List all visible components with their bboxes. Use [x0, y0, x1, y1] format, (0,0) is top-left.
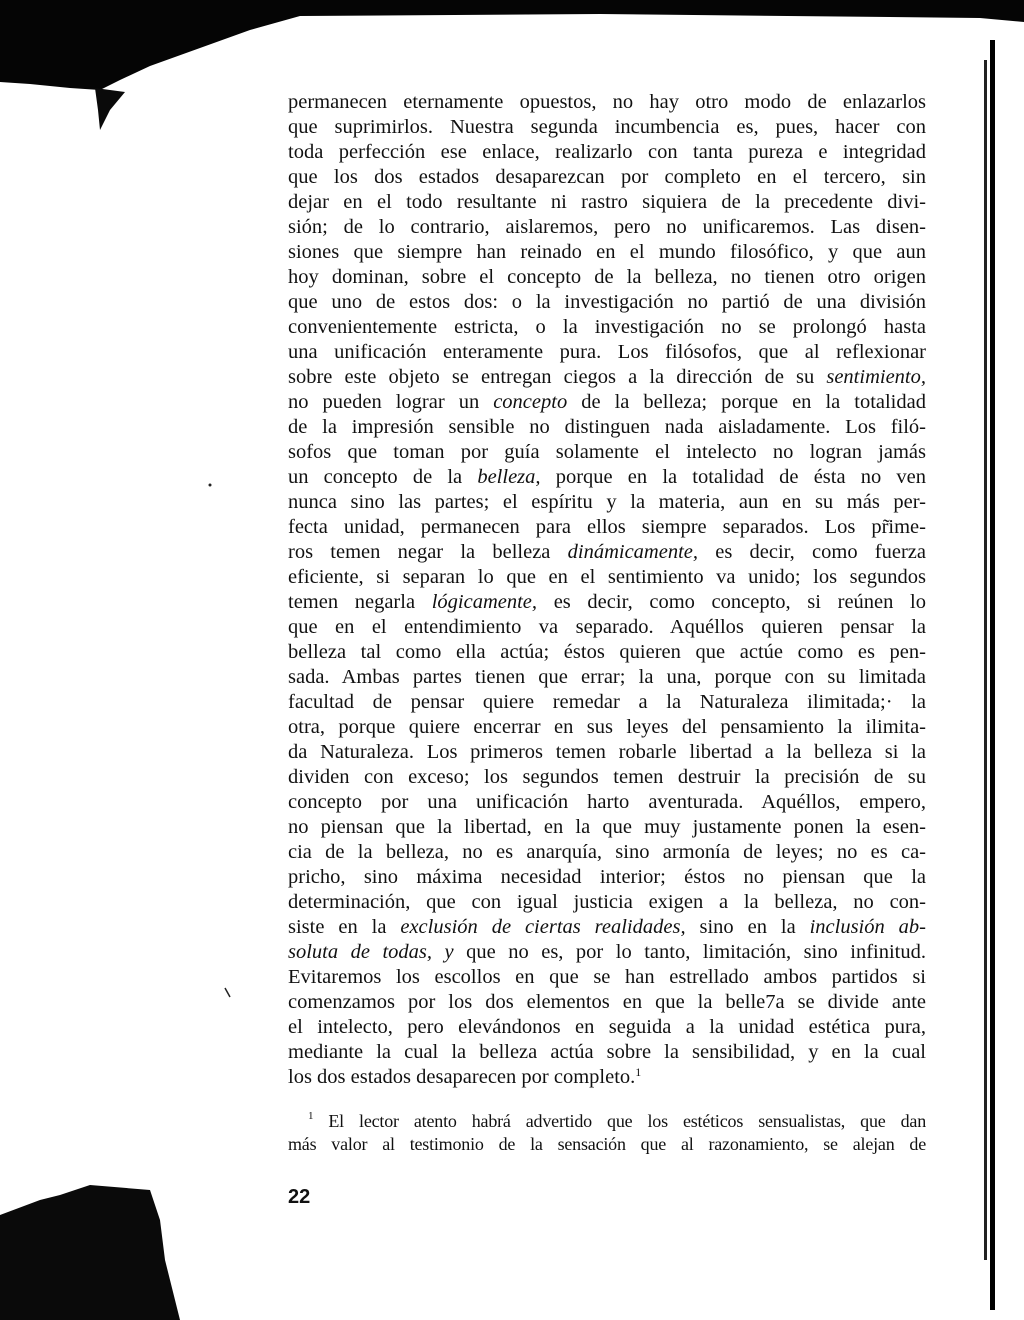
text-line: [288, 865, 926, 890]
text-run: sino en la: [685, 916, 810, 938]
text-line: [288, 440, 926, 465]
text-line: [288, 815, 926, 840]
text-run: de la belleza; porque en la totalidad: [567, 391, 926, 413]
text-line: [288, 515, 926, 540]
text-line: [288, 1040, 926, 1065]
right-edge-line: [990, 40, 995, 1310]
text-run: belleza tal como ella actúa; éstos quieren que actúe como es pen-: [288, 641, 926, 663]
text-run: permanecen eternamente opuestos, no hay otro modo de enlazarlos: [288, 91, 926, 113]
text-run: que en el entendimiento va separado. Aquéllos quieren pensar la: [288, 616, 926, 638]
text-line: [288, 265, 926, 290]
text-run: fecta unidad, permanecen para ellos siempre separados. Los pr̃ime-: [288, 516, 926, 538]
footnote-line: [288, 1133, 926, 1156]
text-line: [288, 215, 926, 240]
text-line: [288, 190, 926, 215]
text-run: temen negarla: [288, 591, 432, 613]
text-run: de la impresión sensible no distinguen nada aisladamente. Los filó-: [288, 416, 926, 438]
text-line: [288, 715, 926, 740]
text-line: [288, 640, 926, 665]
text-run: nunca sino las partes; el espíritu y la materia, aun en su más per-: [288, 491, 926, 513]
stray-mark: [225, 988, 230, 997]
text-run: cia de la belleza, no es anarquía, sino armonía de leyes; no es ca-: [288, 841, 926, 863]
text-run: no piensan que la libertad, en la que muy justamente ponen la esen-: [288, 816, 926, 838]
text-run: hoy dominan, sobre el concepto de la belleza, no tienen otro origen: [288, 266, 926, 288]
text-line: [288, 965, 926, 990]
footnote: [288, 1110, 926, 1156]
text-line: [288, 240, 926, 265]
text-run: sobre este objeto se entregan ciegos a la dirección de su: [288, 366, 827, 388]
text-run: no pueden lograr un: [288, 391, 494, 413]
page-number: 22: [288, 1186, 311, 1208]
text-run: más valor al testimonio de la sensación que al razonamiento, se alejan de: [288, 1134, 926, 1154]
text-run: que uno de estos dos: o la investigación no partió de una división: [288, 291, 926, 313]
text-run: ros temen negar la belleza: [288, 541, 568, 563]
text-line: [288, 365, 926, 390]
text-run: dividen con exceso; los segundos temen destruir la precisión de su: [288, 766, 926, 788]
italic-text: soluta de todas, y: [288, 941, 454, 963]
text-run: eficiente, si separan lo que en el sentimiento va unido; los segundos: [288, 566, 926, 588]
text-run: sofos que toman por guía solamente el intelecto no logran jamás: [288, 441, 926, 463]
italic-text: sentimiento,: [826, 366, 926, 388]
main-text: [288, 90, 926, 1090]
text-run: el intelecto, pero elevándonos en seguida a la unidad estética pura,: [288, 1016, 926, 1038]
text-line: [288, 565, 926, 590]
italic-text: belleza,: [477, 466, 541, 488]
italic-text: lógicamente,: [431, 591, 538, 613]
text-line: [288, 165, 926, 190]
text-line: [288, 940, 926, 965]
text-run: El lector atento habrá advertido que los estéticos sensualistas, que dan: [313, 1111, 926, 1131]
text-line: [288, 690, 926, 715]
text-run: toda perfección ese enlace, realizarlo con tanta pureza e integridad: [288, 141, 926, 163]
text-line: [288, 115, 926, 140]
italic-text: exclusión de ciertas realidades,: [400, 916, 686, 938]
text-line: [288, 890, 926, 915]
text-run: pricho, sino máxima necesidad interior; éstos no piensan que la: [288, 866, 926, 888]
right-edge-shadow: [984, 60, 987, 1260]
text-line: [288, 465, 926, 490]
text-line: [288, 790, 926, 815]
text-line: [288, 665, 926, 690]
text-run: un concepto de la: [288, 466, 478, 488]
footnote-ref: 1: [635, 1065, 642, 1079]
text-run: determinación, que con igual justicia exigen a la belleza, no con-: [288, 891, 926, 913]
text-line: [288, 390, 926, 415]
text-run: Evitaremos los escollos en que se han estrellado ambos partidos si: [288, 966, 926, 988]
text-line: [288, 315, 926, 340]
text-run: sión; de lo contrario, aislaremos, pero no unificaremos. Las disen-: [288, 216, 926, 238]
text-line: [288, 140, 926, 165]
italic-text: concepto: [493, 391, 568, 413]
text-line: [288, 615, 926, 640]
stray-mark: [209, 484, 212, 487]
text-line: [288, 1065, 926, 1090]
text-line: [288, 415, 926, 440]
text-run: es decir, como fuerza: [698, 541, 926, 563]
text-run: que no es, por lo tanto, limitación, sino infinitud.: [453, 941, 926, 963]
italic-text: dinámicamente,: [567, 541, 698, 563]
text-run: que suprimirlos. Nuestra segunda incumbencia es, pues, hacer con: [288, 116, 926, 138]
text-line: [288, 840, 926, 865]
bottom-left-blot: [0, 1185, 180, 1320]
text-run: da Naturaleza. Los primeros temen robarle libertad a la belleza si la: [288, 741, 926, 763]
text-run: una unificación enteramente pura. Los filósofos, que al reflexionar: [288, 341, 926, 363]
text-line: [288, 915, 926, 940]
text-run: que los dos estados desaparezcan por completo en el tercero, sin: [288, 166, 926, 188]
text-line: [288, 90, 926, 115]
text-run: porque en la totalidad de ésta no ven: [540, 466, 927, 488]
text-run: convenientemente estricta, o la investigación no se prolongó hasta: [288, 316, 926, 338]
text-line: [288, 990, 926, 1015]
text-run: siones que siempre han reinado en el mundo filosófico, y que aun: [288, 241, 926, 263]
top-edge-tail: [95, 88, 125, 130]
footnote-ref: 1: [308, 1110, 314, 1122]
text-line: [288, 340, 926, 365]
text-run: sada. Ambas partes tienen que errar; la una, porque con su limitada: [288, 666, 926, 688]
text-run: es decir, como concepto, si reúnen lo: [537, 591, 926, 613]
text-line: [288, 490, 926, 515]
text-run: comenzamos por los dos elementos en que la belle7a se divide ante: [288, 991, 926, 1013]
text-line: [288, 290, 926, 315]
italic-text: inclusión ab-: [809, 916, 927, 938]
text-line: [288, 1015, 926, 1040]
text-line: [288, 540, 926, 565]
text-run: mediante la cual la belleza actúa sobre la sensibilidad, y en la cual: [288, 1041, 926, 1063]
text-run: facultad de pensar quiere remedar a la Naturaleza ilimitada;· la: [288, 691, 926, 713]
text-run: dejar en el todo resultante ni rastro siquiera de la precedente divi-: [288, 191, 926, 213]
text-run: concepto por una unificación harto aventurada. Aquéllos, empero,: [288, 791, 926, 813]
footnote-line: [288, 1110, 926, 1133]
text-line: [288, 590, 926, 615]
text-line: [288, 740, 926, 765]
text-run: los dos estados desaparecen por completo.: [288, 1066, 636, 1088]
text-line: [288, 765, 926, 790]
text-run: siste en la: [288, 916, 401, 938]
text-run: otra, porque quiere encerrar en sus leyes del pensamiento la ilimita-: [288, 716, 926, 738]
top-dark-edge: [0, 0, 1024, 90]
